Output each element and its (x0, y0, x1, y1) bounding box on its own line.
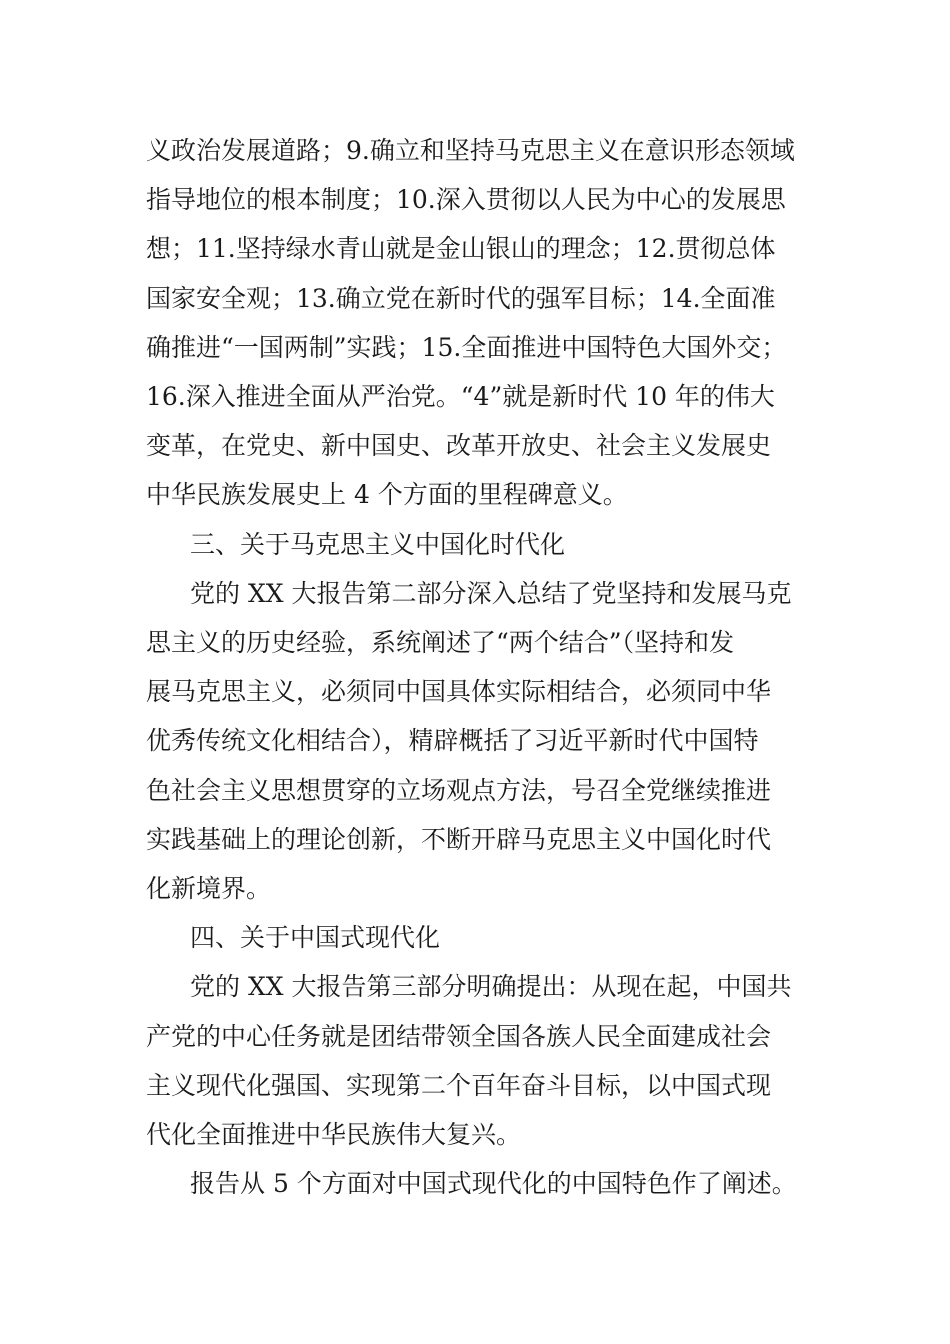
text-line: 化新境界。 (146, 874, 272, 904)
text-line: 确推进“一国两制”实践；15.全面推进中国特色大国外交； (146, 332, 787, 362)
text-line: 展马克思主义，必须同中国具体实际相结合，必须同中华 (146, 677, 772, 707)
text-line: 实践基础上的理论创新，不断开辟马克思主义中国化时代 (146, 824, 772, 854)
text-line: 产党的中心任务就是团结带领全国各族人民全面建成社会 (146, 1021, 772, 1051)
paragraph-continued (146, 126, 846, 520)
document-body (146, 126, 846, 1208)
paragraph-section-4 (146, 962, 846, 1159)
text-line: 党的 XX 大报告第二部分深入总结了党坚持和发展马克 (190, 578, 792, 608)
text-line: 色社会主义思想贯穿的立场观点方法，号召全党继续推进 (146, 775, 772, 805)
text-line: 国家安全观；13.确立党在新时代的强军目标；14.全面准 (146, 283, 776, 313)
paragraph-section-3 (146, 569, 846, 913)
text-line: 义政治发展道路；9.确立和坚持马克思主义在意识形态领域 (146, 136, 795, 165)
section-heading-4 (146, 913, 846, 962)
text-line: 变革，在党史、新中国史、改革开放史、社会主义发展史 (146, 431, 772, 461)
heading-text: 四、关于中国式现代化 (190, 923, 441, 953)
text-line: 代化全面推进中华民族伟大复兴。 (146, 1120, 522, 1150)
heading-text: 三、关于马克思主义中国化时代化 (190, 529, 566, 559)
text-line: 16.深入推进全面从严治党。“4”就是新时代 10 年的伟大 (146, 382, 775, 412)
text-line: 主义现代化强国、实现第二个百年奋斗目标，以中国式现 (146, 1070, 772, 1100)
text-line: 想；11.坚持绿水青山就是金山银山的理念；12.贯彻总体 (146, 234, 776, 264)
section-heading-3 (146, 520, 846, 569)
text-line: 思主义的历史经验，系统阐述了“两个结合”（坚持和发 (146, 628, 735, 658)
text-line: 优秀传统文化相结合），精辟概括了习近平新时代中国特 (146, 726, 759, 756)
text-line: 指导地位的根本制度；10.深入贯彻以人民为中心的发展思 (146, 185, 786, 215)
text-line: 中华民族发展史上 4 个方面的里程碑意义。 (146, 480, 628, 510)
paragraph-section-4-b (146, 1159, 846, 1208)
text-line: 报告从 5 个方面对中国式现代化的中国特色作了阐述。 (190, 1169, 797, 1199)
text-line: 党的 XX 大报告第三部分明确提出：从现在起，中国共 (190, 972, 792, 1002)
